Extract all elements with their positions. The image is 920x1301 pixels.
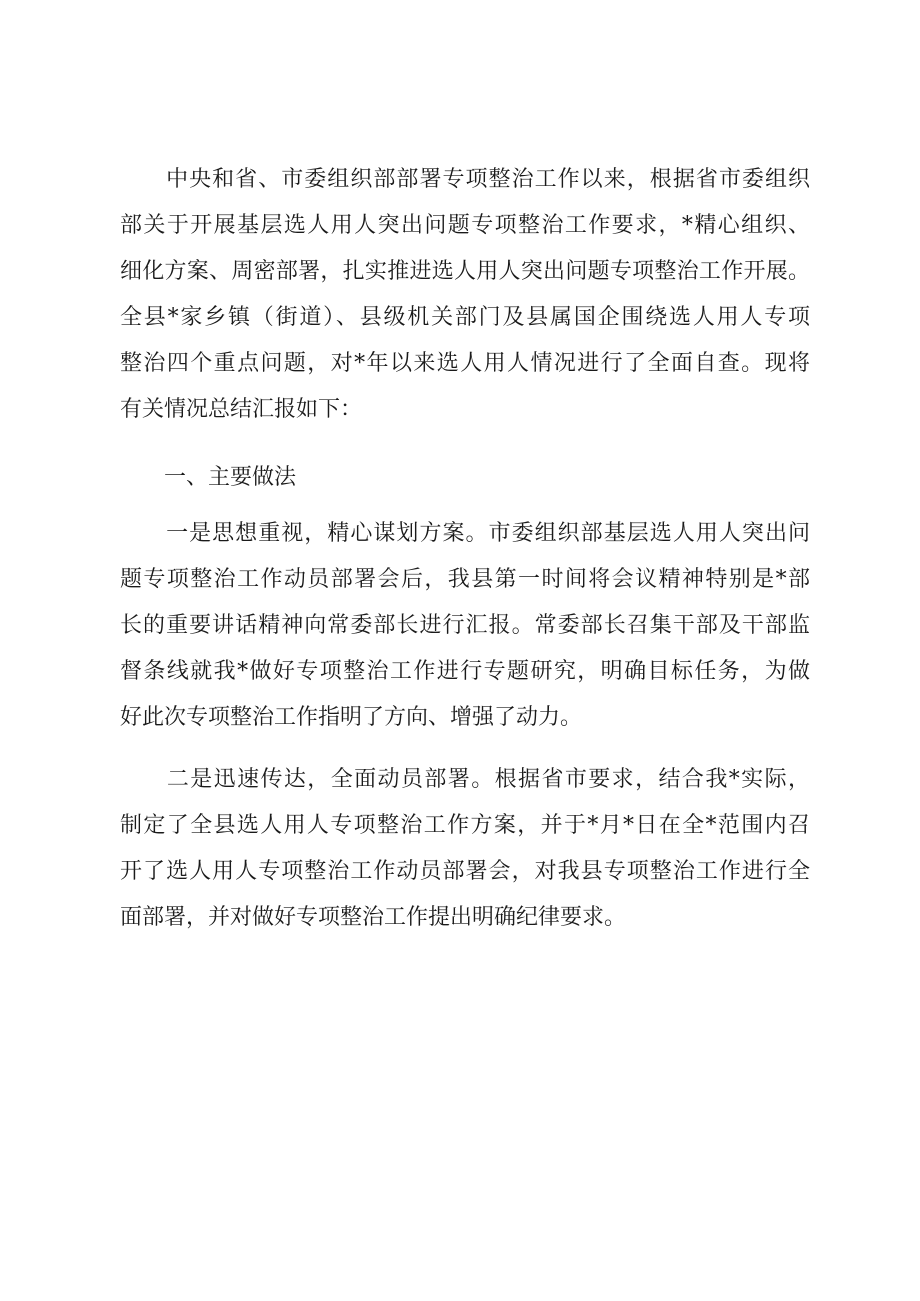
paragraph-point1-line-1: 一是思想重视，精心谋划方案。市委组织部基层选人用人突出问 xyxy=(120,521,810,546)
section-heading: 一、主要做法 xyxy=(120,465,297,490)
paragraph-intro-line-5: 整治四个重点问题，对*年以来选人用人情况进行了全面自查。现将 xyxy=(120,351,810,376)
paragraph-point2-line-3: 开了选人用人专项整治工作动员部署会，对我县专项整治工作进行全 xyxy=(120,859,810,884)
paragraph-intro-line-3: 细化方案、周密部署，扎实推进选人用人突出问题专项整治工作开展。 xyxy=(120,259,810,284)
paragraph-intro-line-2: 部关于开展基层选人用人突出问题专项整治工作要求，*精心组织、 xyxy=(120,213,810,238)
paragraph-intro-line-6: 有关情况总结汇报如下： xyxy=(120,397,363,422)
paragraph-point1-line-4: 督条线就我*做好专项整治工作进行专题研究，明确目标任务，为做 xyxy=(120,659,810,684)
paragraph-point2-line-1: 二是迅速传达，全面动员部署。根据省市要求，结合我*实际， xyxy=(120,767,810,792)
paragraph-point1-line-3: 长的重要讲话精神向常委部长进行汇报。常委部长召集干部及干部监 xyxy=(120,613,810,638)
paragraph-point2-line-2: 制定了全县选人用人专项整治工作方案，并于*月*日在全*范围内召 xyxy=(120,813,810,838)
paragraph-intro-line-1: 中央和省、市委组织部部署专项整治工作以来，根据省市委组织 xyxy=(120,167,810,192)
paragraph-point1-line-5: 好此次专项整治工作指明了方向、增强了动力。 xyxy=(120,705,583,730)
paragraph-intro-line-4: 全县*家乡镇（街道）、县级机关部门及县属国企围绕选人用人专项 xyxy=(120,305,810,330)
paragraph-point2-line-4: 面部署，并对做好专项整治工作提出明确纪律要求。 xyxy=(120,905,627,930)
paragraph-point1-line-2: 题专项整治工作动员部署会后，我县第一时间将会议精神特别是*部 xyxy=(120,567,810,592)
